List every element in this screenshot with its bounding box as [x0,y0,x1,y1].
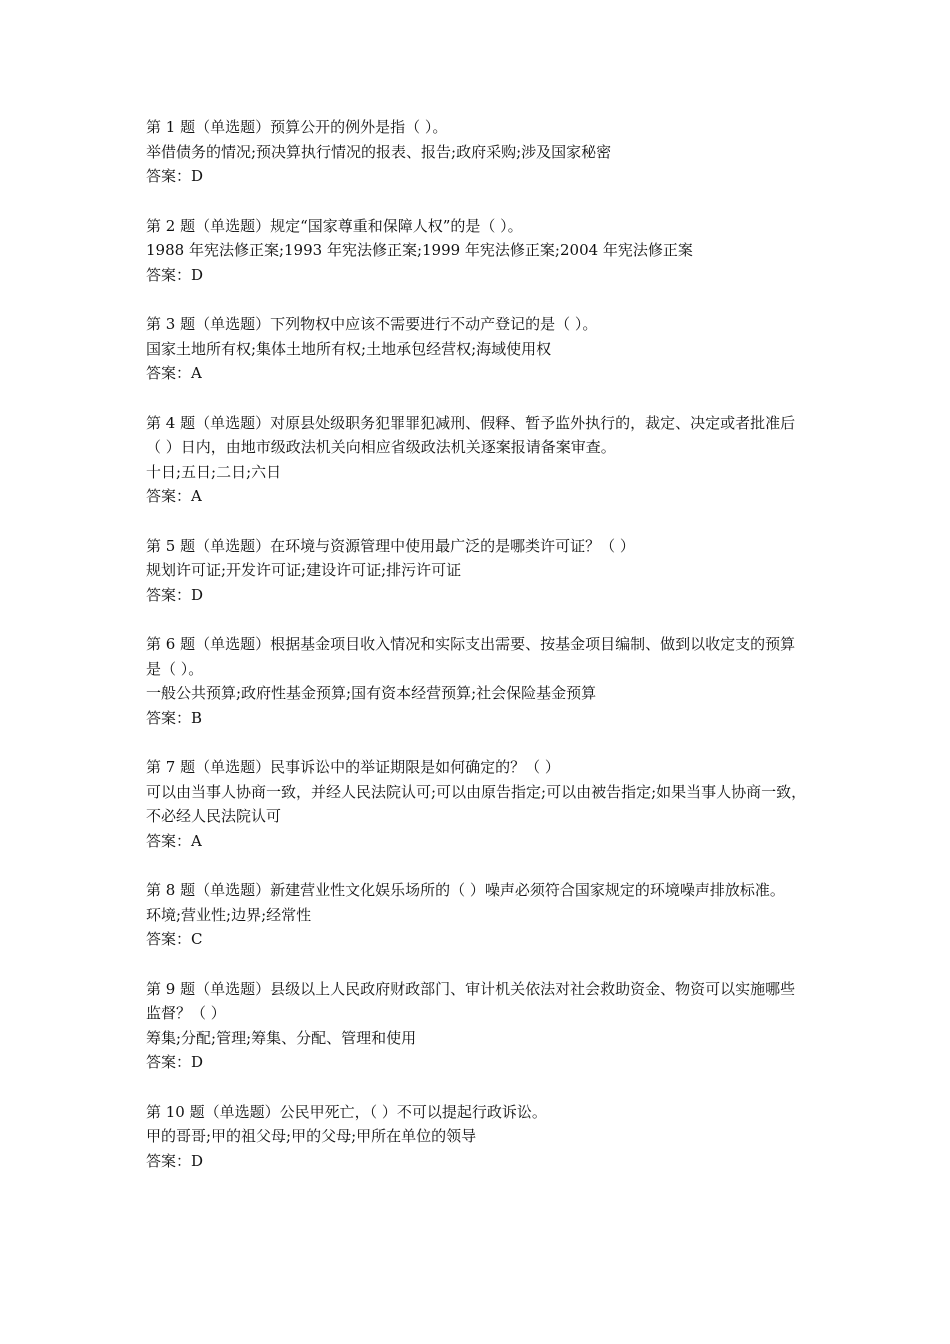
answer-value: D [191,167,204,185]
question-answer [146,583,810,608]
question-text: 第 7 题（单选题）民事诉讼中的举证期限是如何确定的？（ ） [146,758,560,776]
answer-value: C [191,930,203,948]
question-block [146,977,810,1075]
answer-value: A [191,487,202,505]
question-block [146,214,810,288]
question-options: 环境;营业性;边界;经常性 [146,905,312,924]
question-block [146,411,810,509]
answer-label: 答案： [146,585,192,604]
answer-label: 答案： [146,831,192,850]
answer-label: 答案： [146,708,192,727]
question-options: 筹集;分配;管理;筹集、分配、管理和使用 [146,1028,417,1047]
question-options: 举借债务的情况;预决算执行情况的报表、报告;政府采购;涉及国家秘密 [146,142,612,161]
question-answer [146,829,810,854]
question-options: 一般公共预算;政府性基金预算;国有资本经营预算;社会保险基金预算 [146,684,597,702]
question-options: 国家土地所有权;集体土地所有权;土地承包经营权;海域使用权 [146,339,552,358]
question-answer [146,706,810,731]
question-text: 第 10 题（单选题）公民甲死亡，（ ）不可以提起行政诉讼。 [146,1102,547,1121]
question-block [146,632,810,730]
question-answer [146,164,810,189]
question-options: 规划许可证;开发许可证;建设许可证;排污许可证 [146,561,462,579]
answer-value: D [191,1053,204,1071]
question-block [146,534,810,608]
question-block [146,312,810,386]
question-text: 第 8 题（单选题）新建营业性文化娱乐场所的（ ）噪声必须符合国家规定的环境噪声排放标准。 [146,881,785,899]
question-block [146,115,810,189]
answer-label: 答案： [146,265,192,284]
answer-label: 答案： [146,1151,192,1170]
question-options: 1988 年宪法修正案;1993 年宪法修正案;1999 年宪法修正案;2004 年宪法修正案 [146,241,693,259]
answer-value: D [191,585,204,604]
question-answer [146,1050,810,1075]
answer-value: D [191,265,204,284]
question-answer [146,1149,810,1174]
answer-label: 答案： [146,1053,192,1071]
answer-value: D [191,1151,204,1170]
question-block [146,1100,810,1174]
question-answer [146,484,810,509]
answer-label: 答案： [146,930,192,948]
question-options: 甲的哥哥;甲的祖父母;甲的父母;甲所在单位的领导 [146,1127,477,1145]
question-block [146,755,810,853]
question-text: 第 2 题（单选题）规定“国家尊重和保障人权”的是（ ）。 [146,216,523,235]
question-answer [146,263,810,288]
question-text: 第 9 题（单选题）县级以上人民政府财政部门、审计机关依法对社会救助资金、物资可以实施哪些监督？（ ） [146,979,796,1022]
answer-label: 答案： [146,167,192,185]
document-body [146,115,810,1198]
question-options: 可以由当事人协商一致，并经人民法院认可;可以由原告指定;可以由被告指定;如果当事人协商一致，不必经人民法院认可 [146,782,807,825]
question-text: 第 1 题（单选题）预算公开的例外是指（ ）。 [146,118,448,136]
answer-label: 答案： [146,487,192,505]
question-text: 第 6 题（单选题）根据基金项目收入情况和实际支出需要、按基金项目编制、做到以收定支的预算是（ ）。 [146,635,796,678]
question-options: 十日;五日;二日;六日 [146,462,282,481]
answer-value: B [191,708,203,727]
answer-label: 答案： [146,364,192,382]
question-text: 第 5 题（单选题）在环境与资源管理中使用最广泛的是哪类许可证？（ ） [146,536,635,555]
answer-value: A [191,364,202,382]
question-block [146,878,810,952]
question-text: 第 4 题（单选题）对原县处级职务犯罪罪犯减刑、假释、暂予监外执行的，裁定、决定或者批准后（ ）日内，由地市级政法机关向相应省级政法机关逐案报请备案审查。 [146,413,796,456]
answer-value: A [191,831,202,850]
question-answer [146,361,810,386]
question-answer [146,927,810,952]
question-text: 第 3 题（单选题）下列物权中应该不需要进行不动产登记的是（ ）。 [146,315,598,333]
